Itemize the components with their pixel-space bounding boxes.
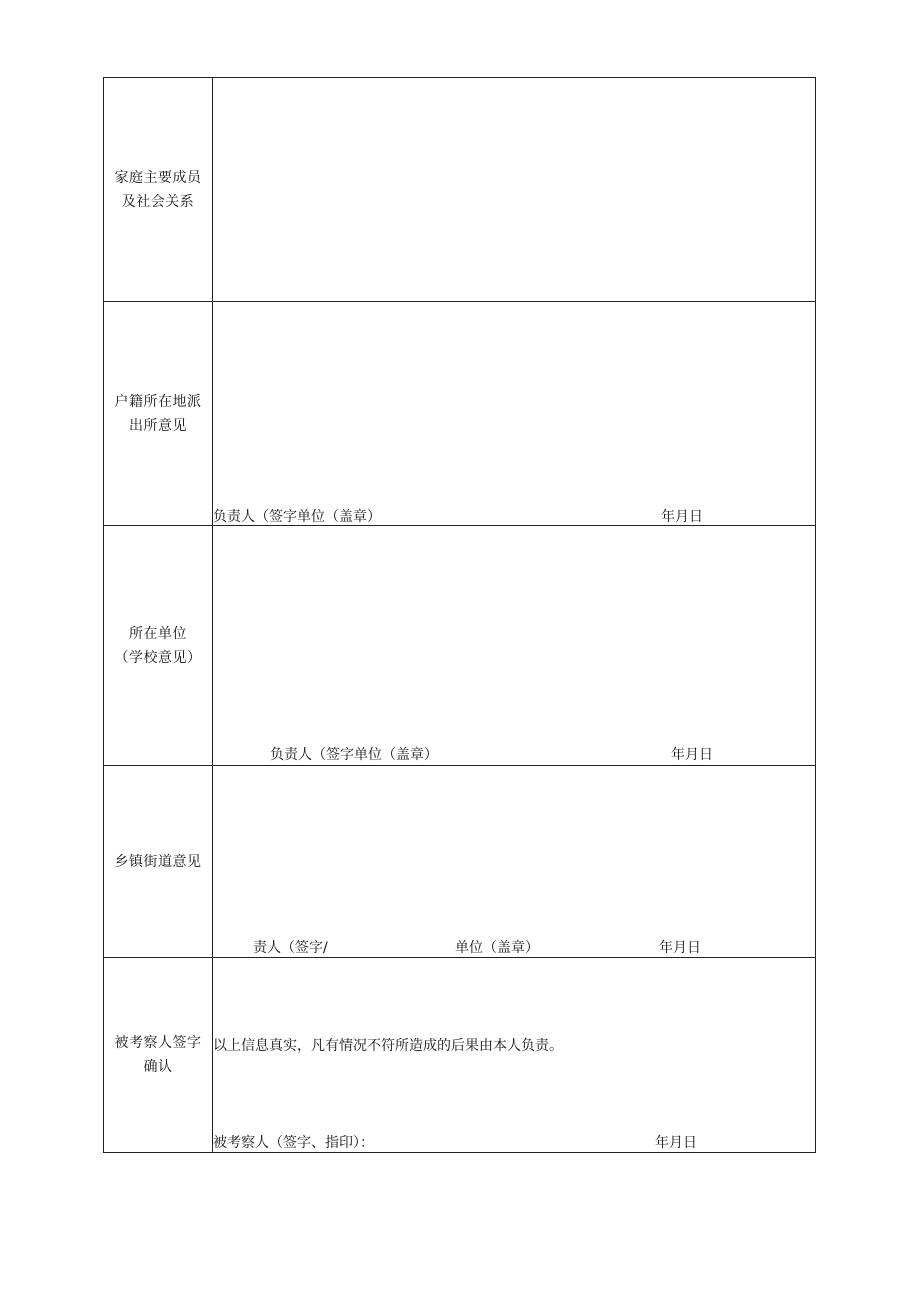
candidate-date-line: 年月日 <box>655 1135 697 1151</box>
township-date-line: 年月日 <box>659 940 701 956</box>
row-police-opinion <box>104 302 815 526</box>
township-opinion-field[interactable] <box>213 766 815 957</box>
row-family-relations <box>104 78 815 302</box>
police-opinion-field[interactable] <box>213 302 815 525</box>
row-township-opinion <box>104 766 815 958</box>
row-unit-opinion <box>104 526 815 766</box>
township-seal-line: 单位（盖章） <box>455 940 539 956</box>
candidate-statement: 以上信息真实，凡有情况不符所造成的后果由本人负责。 <box>213 1038 563 1054</box>
township-opinion-label-cell <box>104 766 213 957</box>
candidate-confirmation-field[interactable] <box>213 958 815 1152</box>
family-relations-field[interactable] <box>213 78 815 301</box>
police-responsible-signature-line: 负责人（签字单位（盖章） <box>213 509 381 525</box>
unit-responsible-signature-line: 负责人（签字单位（盖章） <box>270 747 438 763</box>
row-candidate-confirmation <box>104 958 815 1152</box>
family-relations-label: 家庭主要成员 及社会关系 <box>114 169 202 210</box>
review-form-table <box>103 77 816 1153</box>
unit-opinion-field[interactable] <box>213 526 815 765</box>
unit-opinion-label: 所在单位 （学校意见） <box>114 625 202 666</box>
township-responsible-signature-line: 责人（签字/ <box>253 940 328 956</box>
police-date-line: 年月日 <box>661 509 703 525</box>
candidate-signature-line: 被考察人（签字、指印）： <box>213 1135 374 1151</box>
unit-date-line: 年月日 <box>671 747 713 763</box>
police-opinion-label-cell <box>104 302 213 525</box>
family-relations-label-cell <box>104 78 213 301</box>
unit-opinion-label-cell <box>104 526 213 765</box>
candidate-confirmation-label-cell <box>104 958 213 1152</box>
candidate-confirmation-label: 被考察人签字 确认 <box>114 1035 202 1075</box>
police-opinion-label: 户籍所在地派 出所意见 <box>114 393 202 434</box>
township-opinion-label: 乡镇街道意见 <box>114 853 202 870</box>
